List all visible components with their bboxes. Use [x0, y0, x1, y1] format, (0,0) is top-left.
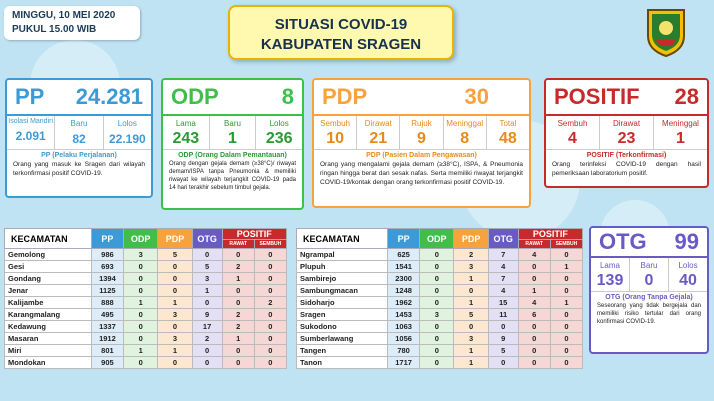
kecamatan-cell: Tangen: [297, 345, 388, 357]
sembuh-cell: 0: [550, 285, 582, 297]
kecamatan-cell: Masaran: [5, 333, 92, 345]
col-otg: OTG: [488, 229, 518, 249]
date-label: MINGGU, 10 MEI 2020: [12, 10, 116, 21]
kecamatan-cell: Tanon: [297, 357, 388, 369]
col-odp: ODP: [124, 229, 158, 249]
odp-cell: 3: [420, 309, 454, 321]
stat-label: Total: [499, 119, 517, 128]
table-row: [5, 273, 287, 285]
kecamatan-cell: Sidoharjo: [297, 297, 388, 309]
pdp-cell: 3: [158, 333, 192, 345]
stat-label: Lama: [175, 119, 196, 128]
odp-cell: 0: [124, 261, 158, 273]
sembuh-cell: 0: [550, 357, 582, 369]
stat-value: 2.091: [15, 129, 46, 143]
otg-cell: 9: [192, 309, 222, 321]
col-otg: OTG: [192, 229, 222, 249]
pdp-cell: 1: [454, 297, 488, 309]
odp-cell: 3: [124, 249, 158, 261]
otg-card: [589, 226, 709, 354]
pdp-cell: 5: [454, 309, 488, 321]
sembuh-cell: 0: [550, 309, 582, 321]
pdp-cell: 5: [158, 249, 192, 261]
stat-value: 21: [369, 130, 388, 147]
pdp-cell: 1: [158, 345, 192, 357]
rawat-cell: 2: [222, 321, 254, 333]
odp-cell: 0: [124, 357, 158, 369]
table-row: [297, 273, 583, 285]
positif-stats: [546, 116, 707, 150]
kecamatan-cell: Gemolong: [5, 249, 92, 261]
pdp-stat-dirawat: [357, 116, 400, 149]
stat-label: Lolos: [117, 119, 137, 128]
table-row: [297, 321, 583, 333]
col-pp: PP: [91, 229, 123, 249]
otg-cell: 1: [192, 285, 222, 297]
sembuh-cell: 0: [254, 261, 286, 273]
sragen-regency-emblem: [640, 6, 692, 58]
odp-cell: 1: [124, 297, 158, 309]
table-row: [5, 297, 287, 309]
odp-cell: 0: [124, 333, 158, 345]
table-row: [297, 285, 583, 297]
pdp-cell: 3: [158, 309, 192, 321]
sembuh-cell: 0: [254, 345, 286, 357]
kecamatan-cell: Kedawung: [5, 321, 92, 333]
rawat-cell: 0: [222, 357, 254, 369]
stat-label: Baru: [70, 119, 88, 128]
odp-cell: 0: [420, 297, 454, 309]
pp-value: 24.281: [75, 84, 143, 109]
pp-cell: 693: [91, 261, 123, 273]
pdp-cell: 1: [454, 273, 488, 285]
rawat-cell: 4: [518, 249, 550, 261]
pdp-desc-title: PDP (Pasien Dalam Pengawasan): [366, 152, 477, 159]
kecamatan-cell: Sambirejo: [297, 273, 388, 285]
table-row: [5, 249, 287, 261]
positif-label: POSITIF: [554, 84, 640, 109]
pdp-desc: Orang yang mengalami gejala demam (≥38°C), ISPA, & Pneumonia ringan hingga berat dan sesak nafas. Serta memiliki riwayat terjangkit COVID-19/kontak dengan orang terkonfirmasi positif COVID-19.: [320, 161, 523, 186]
sembuh-cell: 2: [254, 297, 286, 309]
pp-cell: 801: [91, 345, 123, 357]
kecamatan-cell: Gesi: [5, 261, 92, 273]
pp-stat-baru: [55, 116, 103, 149]
otg-cell: 11: [488, 309, 518, 321]
rawat-cell: 2: [222, 261, 254, 273]
stat-value: 0: [644, 272, 654, 289]
positif-desc: Orang terinfeksi COVID-19 dengan hasil pemeriksaan laboratorium positif.: [552, 161, 701, 177]
stat-label: Meninggal: [662, 119, 699, 128]
table-body-right: [297, 249, 583, 369]
pdp-stat-rujuk: [400, 116, 443, 149]
pp-cell: 2300: [388, 273, 420, 285]
pdp-cell: 3: [454, 333, 488, 345]
time-label: PUKUL 15.00 WIB: [12, 24, 97, 35]
kecamatan-cell: Gondang: [5, 273, 92, 285]
pdp-cell: 1: [158, 297, 192, 309]
table-row: [297, 261, 583, 273]
otg-stat-lolos: [669, 258, 707, 291]
odp-desc: Orang dengan gejala demam (≥38°C)/ riwayat demam/ISPA tanpa Pneumonia & memiliki riwayat ke wilayah terjangkit COVID-19 pada 14 hari terakhir sebelum timbul gejala.: [169, 161, 296, 191]
kecamatan-cell: Miri: [5, 345, 92, 357]
col-kecamatan: KECAMATAN: [297, 229, 388, 249]
sembuh-cell: 0: [254, 285, 286, 297]
col-pdp: PDP: [454, 229, 488, 249]
pdp-cell: 0: [158, 357, 192, 369]
odp-cell: 0: [124, 321, 158, 333]
otg-cell: 5: [488, 345, 518, 357]
pp-cell: 1248: [388, 285, 420, 297]
otg-cell: 0: [488, 357, 518, 369]
otg-cell: 17: [192, 321, 222, 333]
stat-value: 10: [326, 130, 344, 147]
table-row: [5, 333, 287, 345]
positif-value: 28: [674, 84, 699, 109]
table-row: [297, 345, 583, 357]
rawat-cell: 0: [518, 333, 550, 345]
sembuh-cell: 0: [550, 345, 582, 357]
sembuh-cell: 1: [550, 297, 582, 309]
otg-cell: 0: [192, 345, 222, 357]
otg-desc: Seseorang yang tidak bergejala dan memiliki risiko tertular dari orang konfirmasi COVID-19.: [597, 303, 701, 325]
title-line-1: SITUASI COVID-19: [274, 16, 408, 33]
stat-value: 243: [172, 130, 200, 147]
col-positif: POSITIF: [518, 229, 582, 240]
kecamatan-cell: Sambungmacan: [297, 285, 388, 297]
col-sembuh: SEMBUH: [254, 240, 286, 249]
sembuh-cell: 0: [254, 357, 286, 369]
rawat-cell: 0: [222, 249, 254, 261]
stat-value: 1: [676, 130, 685, 147]
stat-value: 40: [679, 272, 697, 289]
pp-cell: 780: [388, 345, 420, 357]
sembuh-cell: 0: [550, 249, 582, 261]
pp-cell: 1962: [388, 297, 420, 309]
pp-card: [5, 78, 153, 198]
sembuh-cell: 0: [550, 333, 582, 345]
otg-cell: 4: [488, 285, 518, 297]
col-rawat: RAWAT: [222, 240, 254, 249]
col-positif: POSITIF: [222, 229, 286, 240]
stat-value: 8: [460, 130, 470, 147]
date-time-box: [4, 6, 140, 40]
odp-stat-lama: [163, 116, 210, 149]
table-row: [5, 261, 287, 273]
otg-cell: 7: [488, 273, 518, 285]
positif-stat-dirawat: [600, 116, 654, 149]
rawat-cell: 6: [518, 309, 550, 321]
pp-cell: 1056: [388, 333, 420, 345]
pp-cell: 495: [91, 309, 123, 321]
stat-label: Meninggal: [446, 119, 484, 128]
pdp-cell: 1: [454, 345, 488, 357]
table-row: [297, 309, 583, 321]
kecamatan-cell: Mondokan: [5, 357, 92, 369]
sembuh-cell: 0: [254, 273, 286, 285]
col-pdp: PDP: [158, 229, 192, 249]
stat-label: Sembuh: [320, 119, 350, 128]
rawat-cell: 0: [518, 273, 550, 285]
pp-cell: 625: [388, 249, 420, 261]
odp-cell: 0: [124, 309, 158, 321]
odp-cell: 0: [420, 285, 454, 297]
pdp-stats: [314, 116, 529, 150]
odp-value: 8: [281, 84, 294, 109]
rawat-cell: 1: [222, 273, 254, 285]
table-row: [5, 285, 287, 297]
pp-cell: 888: [91, 297, 123, 309]
pp-cell: 1453: [388, 309, 420, 321]
table-row: [5, 357, 287, 369]
otg-stat-lama: [591, 258, 630, 291]
pp-cell: 1337: [91, 321, 123, 333]
odp-card: [161, 78, 304, 210]
odp-stats: [163, 116, 302, 150]
stat-value: 22.190: [108, 132, 146, 146]
positif-stat-meninggal: [654, 116, 707, 149]
sembuh-cell: 0: [254, 249, 286, 261]
rawat-cell: 0: [518, 345, 550, 357]
sembuh-cell: 0: [254, 333, 286, 345]
stat-label: Rujuk: [411, 119, 432, 128]
otg-cell: 0: [192, 357, 222, 369]
rawat-cell: 4: [518, 297, 550, 309]
table-row: [5, 321, 287, 333]
rawat-cell: 0: [222, 345, 254, 357]
col-kecamatan: KECAMATAN: [5, 229, 92, 249]
otg-cell: 0: [192, 297, 222, 309]
odp-cell: 0: [420, 273, 454, 285]
stat-label: Lama: [599, 261, 620, 270]
stat-value: 236: [265, 130, 293, 147]
pdp-header: [314, 80, 529, 116]
otg-cell: 0: [192, 249, 222, 261]
page-title: [228, 5, 454, 60]
table-body-left: [5, 249, 287, 369]
table-row: [297, 249, 583, 261]
kecamatan-table-right: [296, 228, 583, 369]
pdp-card: [312, 78, 531, 208]
table-row: [5, 309, 287, 321]
stat-label: Dirawat: [612, 119, 641, 128]
pp-cell: 1717: [388, 357, 420, 369]
sembuh-cell: 0: [254, 321, 286, 333]
stat-value: 139: [596, 272, 624, 289]
kecamatan-cell: Plupuh: [297, 261, 388, 273]
pdp-cell: 0: [158, 261, 192, 273]
stat-label: Lolos: [678, 261, 698, 270]
positif-stat-sembuh: [546, 116, 600, 149]
odp-cell: 0: [124, 273, 158, 285]
title-line-2: KABUPATEN SRAGEN: [260, 36, 422, 53]
col-odp: ODP: [420, 229, 454, 249]
pdp-stat-total: [487, 116, 529, 149]
stat-value: 9: [417, 130, 426, 147]
stat-label: Baru: [224, 119, 241, 128]
pdp-cell: 0: [158, 273, 192, 285]
stat-label: Isolasi Mandiri: [8, 118, 54, 125]
rawat-cell: 0: [222, 285, 254, 297]
odp-stat-baru: [210, 116, 257, 149]
pdp-stat-sembuh: [314, 116, 357, 149]
pp-desc: Orang yang masuk ke Sragen dari wilayah terkonfirmasi positif COVID-19.: [13, 161, 145, 177]
odp-cell: 0: [420, 333, 454, 345]
otg-stat-baru: [630, 258, 669, 291]
odp-cell: 0: [420, 357, 454, 369]
otg-cell: 0: [488, 321, 518, 333]
pp-cell: 1063: [388, 321, 420, 333]
stat-label: Baru: [640, 261, 658, 270]
sembuh-cell: 1: [550, 261, 582, 273]
stat-value: 23: [617, 130, 636, 147]
pp-cell: 986: [91, 249, 123, 261]
col-rawat: RAWAT: [518, 240, 550, 249]
otg-header: [591, 228, 707, 258]
pp-cell: 1912: [91, 333, 123, 345]
stat-label: Sembuh: [557, 119, 588, 128]
col-pp: PP: [388, 229, 420, 249]
kecamatan-cell: Sragen: [297, 309, 388, 321]
stat-value: 82: [72, 132, 86, 146]
table-row: [297, 333, 583, 345]
otg-cell: 4: [488, 261, 518, 273]
odp-cell: 0: [420, 321, 454, 333]
kecamatan-cell: Kalijambe: [5, 297, 92, 309]
otg-label: OTG: [599, 229, 647, 254]
otg-stats: [591, 258, 707, 292]
pdp-cell: 1: [454, 357, 488, 369]
rawat-cell: 1: [518, 285, 550, 297]
stat-label: Dirawat: [364, 119, 392, 128]
otg-cell: 7: [488, 249, 518, 261]
table-row: [297, 297, 583, 309]
rawat-cell: 1: [222, 333, 254, 345]
rawat-cell: 2: [222, 309, 254, 321]
odp-cell: 0: [420, 249, 454, 261]
stat-value: 48: [499, 130, 517, 147]
otg-cell: 9: [488, 333, 518, 345]
pp-header: [7, 80, 151, 116]
pp-stat-lolos: [104, 116, 151, 149]
pdp-label: PDP: [322, 84, 368, 109]
rawat-cell: 0: [518, 357, 550, 369]
pdp-cell: 0: [454, 321, 488, 333]
kecamatan-cell: Ngrampal: [297, 249, 388, 261]
sembuh-cell: 0: [254, 309, 286, 321]
stat-value: 1: [228, 130, 237, 147]
positif-header: [546, 80, 707, 116]
pp-cell: 1541: [388, 261, 420, 273]
pp-stats: [7, 116, 151, 150]
pdp-stat-meninggal: [444, 116, 487, 149]
stat-value: 4: [568, 130, 577, 147]
pdp-cell: 3: [454, 261, 488, 273]
pp-cell: 1394: [91, 273, 123, 285]
rawat-cell: 0: [518, 321, 550, 333]
pdp-cell: 2: [454, 249, 488, 261]
pp-cell: 1125: [91, 285, 123, 297]
otg-cell: 3: [192, 273, 222, 285]
otg-desc-title: OTG (Orang Tanpa Gejala): [605, 294, 693, 301]
pp-desc-title: PP (Pelaku Perjalanan): [41, 152, 117, 159]
kecamatan-cell: Karangmalang: [5, 309, 92, 321]
odp-label: ODP: [171, 84, 219, 109]
otg-cell: 5: [192, 261, 222, 273]
rawat-cell: 0: [518, 261, 550, 273]
odp-stat-lolos: [256, 116, 302, 149]
kecamatan-cell: Sumberlawang: [297, 333, 388, 345]
kecamatan-cell: Jenar: [5, 285, 92, 297]
odp-cell: 0: [420, 261, 454, 273]
positif-card: [544, 78, 709, 188]
otg-cell: 15: [488, 297, 518, 309]
stat-label: Lolos: [269, 119, 289, 128]
sembuh-cell: 0: [550, 321, 582, 333]
odp-cell: 0: [420, 345, 454, 357]
odp-cell: 0: [124, 285, 158, 297]
pdp-cell: 0: [158, 321, 192, 333]
pp-stat-isolasi: [7, 116, 55, 149]
otg-cell: 2: [192, 333, 222, 345]
pdp-value: 30: [464, 84, 489, 109]
table-row: [297, 357, 583, 369]
pp-label: PP: [15, 84, 45, 109]
odp-header: [163, 80, 302, 116]
col-sembuh: SEMBUH: [550, 240, 582, 249]
table-row: [5, 345, 287, 357]
kecamatan-table-left: [4, 228, 287, 369]
odp-desc-title: ODP (Orang Dalam Pemantauan): [178, 152, 287, 159]
otg-value: 99: [674, 229, 699, 254]
positif-desc-title: POSITIF (Terkonfirmasi): [586, 152, 667, 159]
rawat-cell: 0: [222, 297, 254, 309]
pp-cell: 905: [91, 357, 123, 369]
kecamatan-cell: Sukodono: [297, 321, 388, 333]
pdp-cell: 0: [454, 285, 488, 297]
odp-cell: 1: [124, 345, 158, 357]
pdp-cell: 0: [158, 285, 192, 297]
sembuh-cell: 0: [550, 273, 582, 285]
